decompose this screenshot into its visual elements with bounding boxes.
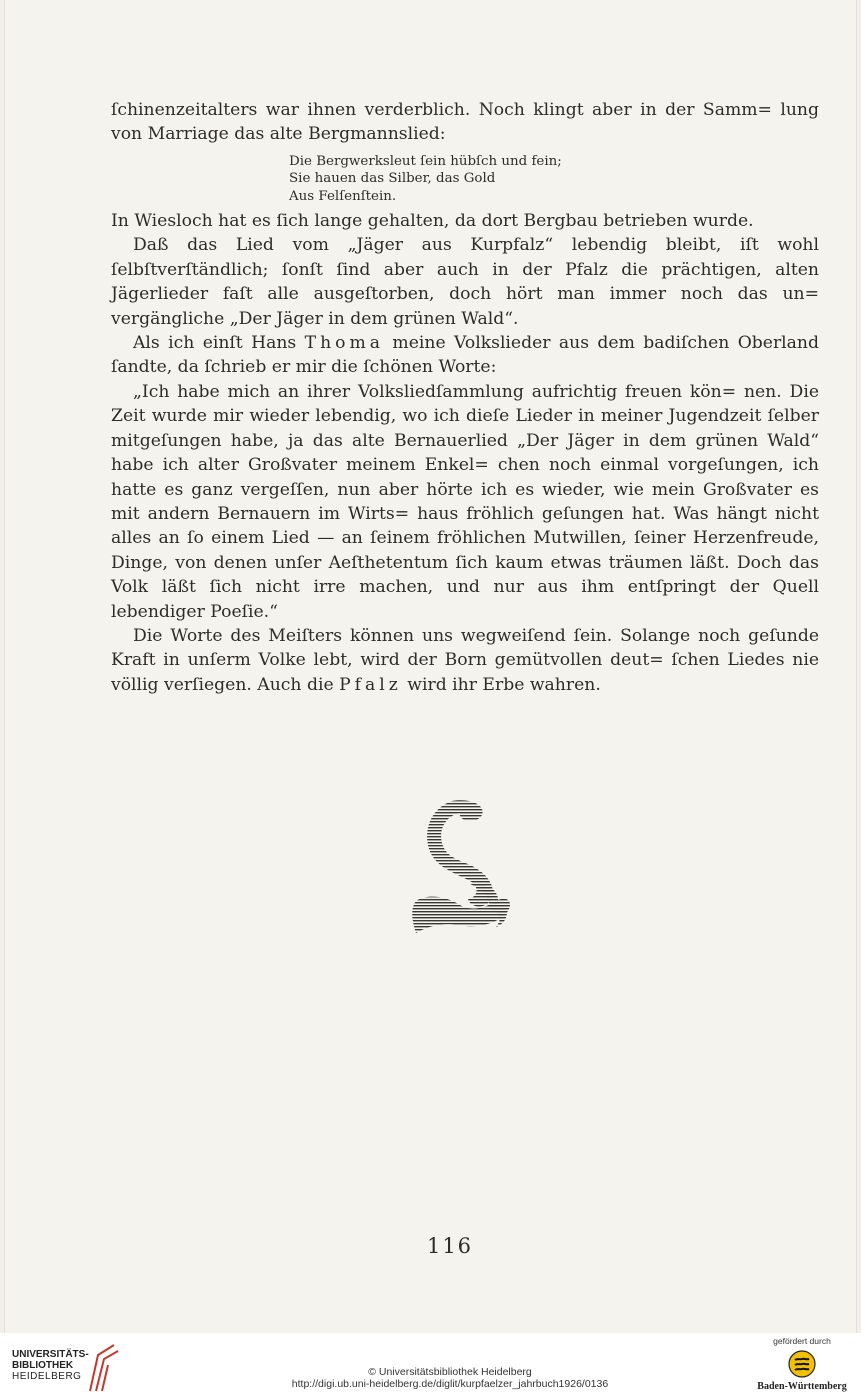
viewer-footer xyxy=(0,1333,861,1396)
library-name-line-3: HEIDELBERG xyxy=(12,1371,82,1382)
paragraph-2: In Wiesloch hat es ſich lange gehalten, da dort Bergbau betrieben wurde. xyxy=(111,211,754,232)
paragraph-1: ſchinenzeitalters war ihnen verderblich. Noch klingt aber in der Samm= lung von Marriage das alte Bergmannslied: xyxy=(111,100,819,145)
sponsor-label: gefördert durch xyxy=(773,1336,831,1346)
permalink-url[interactable]: http://digi.ub.uni-heidelberg.de/diglit/kurpfaelzer_jahrbuch1926/0136 xyxy=(291,1378,609,1390)
verse-block xyxy=(289,153,819,205)
spaced-name-thoma: Thoma xyxy=(304,333,385,354)
sponsor-block[interactable] xyxy=(752,1336,852,1392)
verse-line-3: Aus Felſenſtein. xyxy=(289,188,397,204)
paragraph-6 xyxy=(111,624,819,697)
monogram-ornament xyxy=(408,797,520,933)
library-name-line-2: BIBLIOTHEK xyxy=(12,1360,74,1371)
library-logo-icon xyxy=(84,1341,120,1393)
paragraph-6-start: Die Worte des Meiſters können uns wegweiſend ſein. Solange noch geſunde Kraft in unſerm Volke lebt, wird der Born gemütvollen deut= ſchen Liedes nie völlig verſiegen. Auch die xyxy=(111,625,819,695)
copyright-text: © Universitätsbibliothek Heidelberg xyxy=(368,1366,532,1378)
paragraph-4-end: meine Volkslieder aus dem badiſchen Oberland ſandte, da ſchrieb er mir die ſchönen Worte: xyxy=(111,333,819,378)
sponsor-name: Baden-Württemberg xyxy=(757,1381,847,1392)
verse-line-2: Sie hauen das Silber, das Gold xyxy=(289,171,496,187)
library-name-line-1: UNIVERSITÄTS- xyxy=(12,1349,89,1360)
spaced-name-pfalz: Pfalz xyxy=(339,674,402,695)
state-crest-icon xyxy=(787,1349,817,1379)
paragraph-4-start: Als ich einſt Hans xyxy=(133,333,305,354)
paragraph-6-end: wird ihr Erbe wahren. xyxy=(401,674,601,695)
library-logo-text[interactable] xyxy=(12,1349,89,1382)
paragraph-4 xyxy=(111,331,819,380)
page-number: 116 xyxy=(426,1234,474,1258)
paragraph-5-quote: „Ich habe mich an ihrer Volksliedſammlung aufrichtig freuen kön= nen. Die Zeit wurde mir wieder lebendig, wo ich dieſe Lieder in meiner Jugendzeit ſelber mitgeſungen habe, ja das alte Bernauerlied „Der Jäger in dem grünen Wald“ habe ich alter Großvater meinem Enkel= chen noch einmal vorgeſungen, ich hatte es ganz vergeſſen, nun aber hörte ich es wieder, wie mein Großvater es mit andern Bernauern im Wirts= haus fröhlich geſungen hat. Was hängt nicht alles an ſo einem Lied — an ſeinem fröhlichen Mutwillen, ſeiner Herzenfreude, Dinge, von denen unſer Aeſthetentum ſich kaum etwas träumen läßt. Doch das Volk läßt ſich nicht irre machen, und nur aus ihm entſpringt der Quell lebendiger Poeſie.“ xyxy=(111,381,819,622)
copyright-notice xyxy=(240,1366,660,1390)
paragraph-3: Daß das Lied vom „Jäger aus Kurpfalz“ lebendig bleibt, iſt wohl ſelbſtverſtändlich; ſonſt ſind aber auch in der Pfalz die prächtigen, alten Jägerlieder faſt alle ausgeſtorben, doch hört man immer noch das un= vergängliche „Der Jäger in dem grünen Wald“. xyxy=(111,235,819,329)
verse-line-1: Die Bergwerksleut ſein hübſch und fein; xyxy=(289,153,562,169)
body-text xyxy=(111,98,819,697)
